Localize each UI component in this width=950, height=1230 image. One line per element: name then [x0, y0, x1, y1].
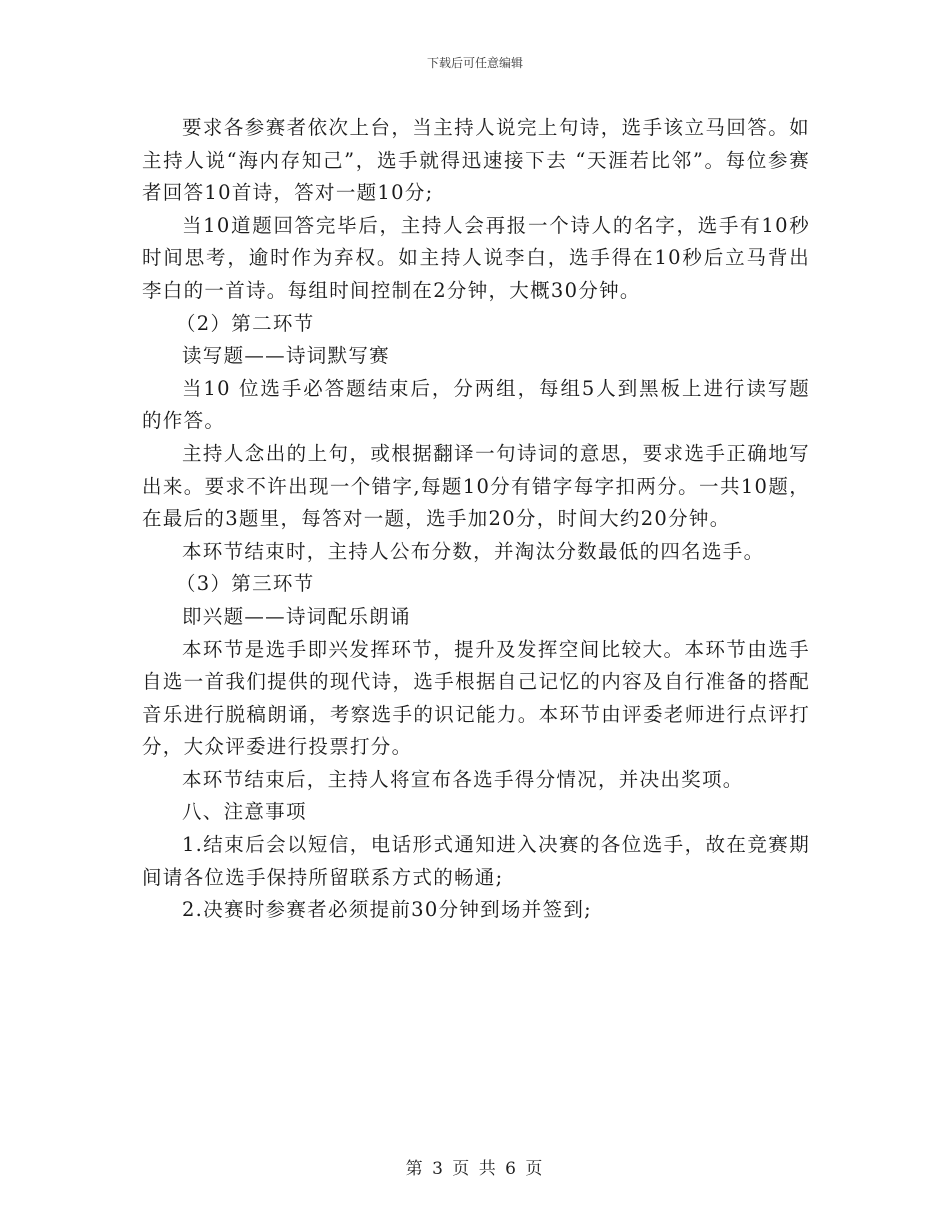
document-body [142, 112, 810, 927]
paragraph: 当10 位选手必答题结束后，分两组，每组5人到黑板上进行读写题的作答。 [142, 376, 810, 433]
section-heading: （2）第二环节 [176, 311, 315, 335]
section-heading: （3）第三环节 [176, 572, 315, 596]
paragraph: 读写题——诗词默写赛 [181, 344, 390, 368]
paragraph: 当10道题回答完毕后，主持人会再报一个诗人的名字，选手有10秒时间思考，逾时作为弃权。如主持人说李白，选手得在10秒后立马背出李白的一首诗。每组时间控制在2分钟，大概30分钟。 [142, 213, 810, 302]
paragraph: 主持人念出的上句，或根据翻译一句诗词的意思，要求选手正确地写出来。要求不许出现一个错字,每题10分有错字每字扣两分。一共10题，在最后的3题里，每答对一题，选手加20分，时间大约20分钟。 [142, 441, 810, 531]
section-heading: 八、注意事项 [181, 800, 307, 824]
page-footer: 第 3 页 共 6 页 [405, 1159, 545, 1179]
paragraph: 要求各参赛者依次上台，当主持人说完上句诗，选手该立马回答。如主持人说“海内存知己”，选手就得迅速接下去 “天涯若比邻”。每位参赛者回答10首诗，答对一题10分; [142, 116, 810, 205]
list-item: 2.决赛时参赛者必须提前30分钟到场并签到; [181, 898, 593, 922]
list-item: 1.结束后会以短信，电话形式通知进入决赛的各位选手，故在竞赛期间请各位选手保持所留联系方式的畅通; [142, 833, 810, 889]
paragraph: 即兴题——诗词配乐朗诵 [181, 604, 411, 628]
paragraph: 本环节结束时，主持人公布分数，并淘汰分数最低的四名选手。 [181, 539, 765, 563]
page-header: 下载后可任意编辑 [426, 56, 523, 70]
paragraph: 本环节是选手即兴发挥环节，提升及发挥空间比较大。本环节由选手自选一首我们提供的现代诗，选手根据自己记忆的内容及自行准备的搭配音乐进行脱稿朗诵，考察选手的识记能力。本环节由评委老师进行点评打分，大众评委进行投票打分。 [142, 637, 810, 759]
paragraph: 本环节结束后，主持人将宣布各选手得分情况，并决出奖项。 [181, 767, 744, 791]
